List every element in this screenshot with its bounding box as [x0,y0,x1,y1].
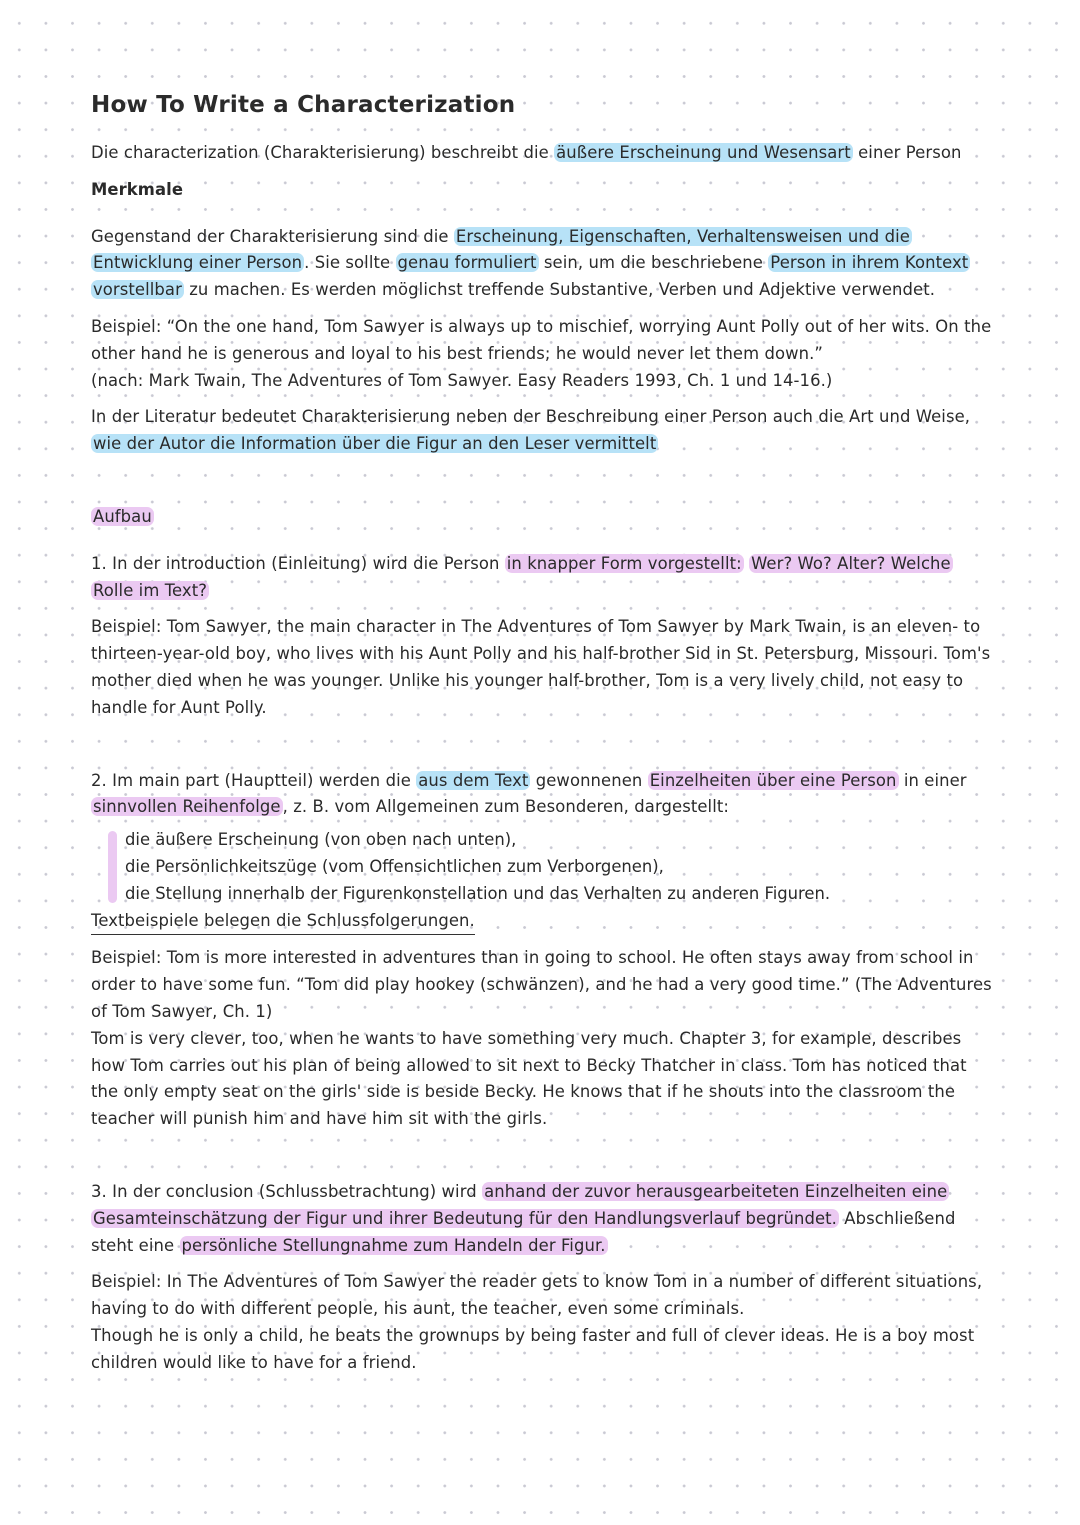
section-2-example-1: Beispiel: Tom is more interested in adventures than in going to school. He often stays away from school in order to have some fun. “Tom did play hookey (schwänzen), and he had a very good time.” (The Adventures of Tom Sawyer, Ch. 1) [91,948,992,1021]
section-2-list [125,827,996,907]
merkmale-heading: Merkmale [91,179,184,199]
section-1-highlight-2: Wer? Wo? Alter? Welche Rolle im Text? [93,553,951,600]
merkmale-text-c: sein, um die beschriebene [538,253,769,273]
merkmale-highlight-1: Erscheinung, Eigenschaften, Verhaltensweisen und die Entwicklung einer Person [93,226,910,273]
merkmale-highlight-2: genau formuliert [397,253,537,273]
literatur-text: In der Literatur bedeutet Charakterisierung neben der Beschreibung einer Person auch die Art und Weise, [91,407,971,427]
underlined-text: Textbeispiele belegen die Schlussfolgerungen. [91,908,475,936]
list-item: die Stellung innerhalb der Figurenkonstellation und das Verhalten zu anderen Figuren. [125,883,831,903]
section-2-underlined-note [91,908,996,936]
merkmale-paragraph [91,224,996,304]
merkmale-text-a: Gegenstand der Charakterisierung sind die [91,226,454,246]
section-2-paragraph [91,768,996,822]
merkmale-highlight-3: Person in ihrem Kontext vorstellbar [93,253,969,300]
intro-prefix: Die characterization (Charakterisierung) beschreibt die [91,143,555,162]
merkmale-example: Beispiel: “On the one hand, Tom Sawyer is always up to mischief, worrying Aunt Polly out of her wits. On the other hand he is generous and loyal to his best friends; he would never let them down.” [91,316,992,363]
page-title: How To Write a Characterization [91,92,516,118]
section-3-paragraph [91,1179,996,1259]
merkmale-text-d: zu machen. Es werden möglichst treffende Substantive, Verben und Adjektive verwendet. [183,280,936,300]
section-2-highlight-2: Einzelheiten über eine Person [649,770,897,790]
section-3-example-1: Beispiel: In The Adventures of Tom Sawyer the reader gets to know Tom in a number of different situations, having to do with different people, his aunt, the teacher, even some criminals. [91,1272,983,1319]
section-3-example-2: Though he is only a child, he beats the grownups by being faster and full of clever ideas. He is a boy most children would like to have for a friend. [91,1325,975,1372]
section-1-example: Beispiel: Tom Sawyer, the main character in The Adventures of Tom Sawyer by Mark Twain, is an eleven- to thirteen-year-old boy, who lives with his Aunt Polly and his half-brother Sid in St. Petersburg, Missouri. Tom's mother died when he was younger. Unlike his younger half-brother, Tom is a very lively child, not easy to handle for Aunt Polly. [91,617,991,717]
section-2-text-c: in einer [898,770,967,790]
aufbau-heading-text: Aufbau [93,506,152,526]
document-page [91,92,996,1376]
merkmale-citation: (nach: Mark Twain, The Adventures of Tom Sawyer. Easy Readers 1993, Ch. 1 und 14-16.) [91,370,833,390]
section-3-highlight-1: anhand der zuvor herausgearbeiteten Einzelheiten eine Gesamteinschätzung der Figur und ihrer Bedeutung für den Handlungsverlauf begründet. [93,1181,948,1228]
intro-suffix: einer Person [852,143,962,162]
list-highlight-bar [108,831,117,903]
literatur-highlight: wie der Autor die Information über die Figur an den Leser vermittelt [93,434,657,454]
section-2-highlight-1: aus dem Text [418,770,529,790]
section-3-text-a: 3. In der conclusion (Schlussbetrachtung) wird [91,1181,483,1201]
section-2-text-a: 2. Im main part (Hauptteil) werden die [91,770,417,790]
intro-paragraph [91,140,996,167]
section-2-highlight-3: sinnvollen Reihenfolge [93,797,281,817]
merkmale-text-b: . Sie sollte [304,253,396,273]
section-1-paragraph [91,551,996,605]
list-item: die Persönlichkeitszüge (vom Offensichtlichen zum Verborgenen), [125,856,664,876]
section-1-highlight-1: in knapper Form vorgestellt: [506,553,742,573]
section-3-highlight-2: persönliche Stellungnahme zum Handeln der Figur. [181,1235,606,1255]
section-2-example-2: Tom is very clever, too, when he wants to have something very much. Chapter 3, for example, describes how Tom carries out his plan of being allowed to sit next to Becky Thatcher in class. Tom has noticed that the only empty seat on the girls' side is beside Becky. He knows that if he shouts into the classroom the teacher will punish him and have him sit with the girls. [91,1028,967,1129]
list-item: die äußere Erscheinung (von oben nach unten), [125,830,517,850]
section-2-text-d: , z. B. vom Allgemeinen zum Besonderen, dargestellt: [282,797,729,817]
intro-highlight: äußere Erscheinung und Wesensart [556,143,851,162]
section-3-text-b: Abschließend steht eine [91,1208,956,1255]
aufbau-heading [91,504,996,531]
section-2-text-b: gewonnenen [530,770,648,790]
literatur-paragraph [91,404,996,458]
section-1-text: 1. In der introduction (Einleitung) wird die Person [91,553,505,573]
